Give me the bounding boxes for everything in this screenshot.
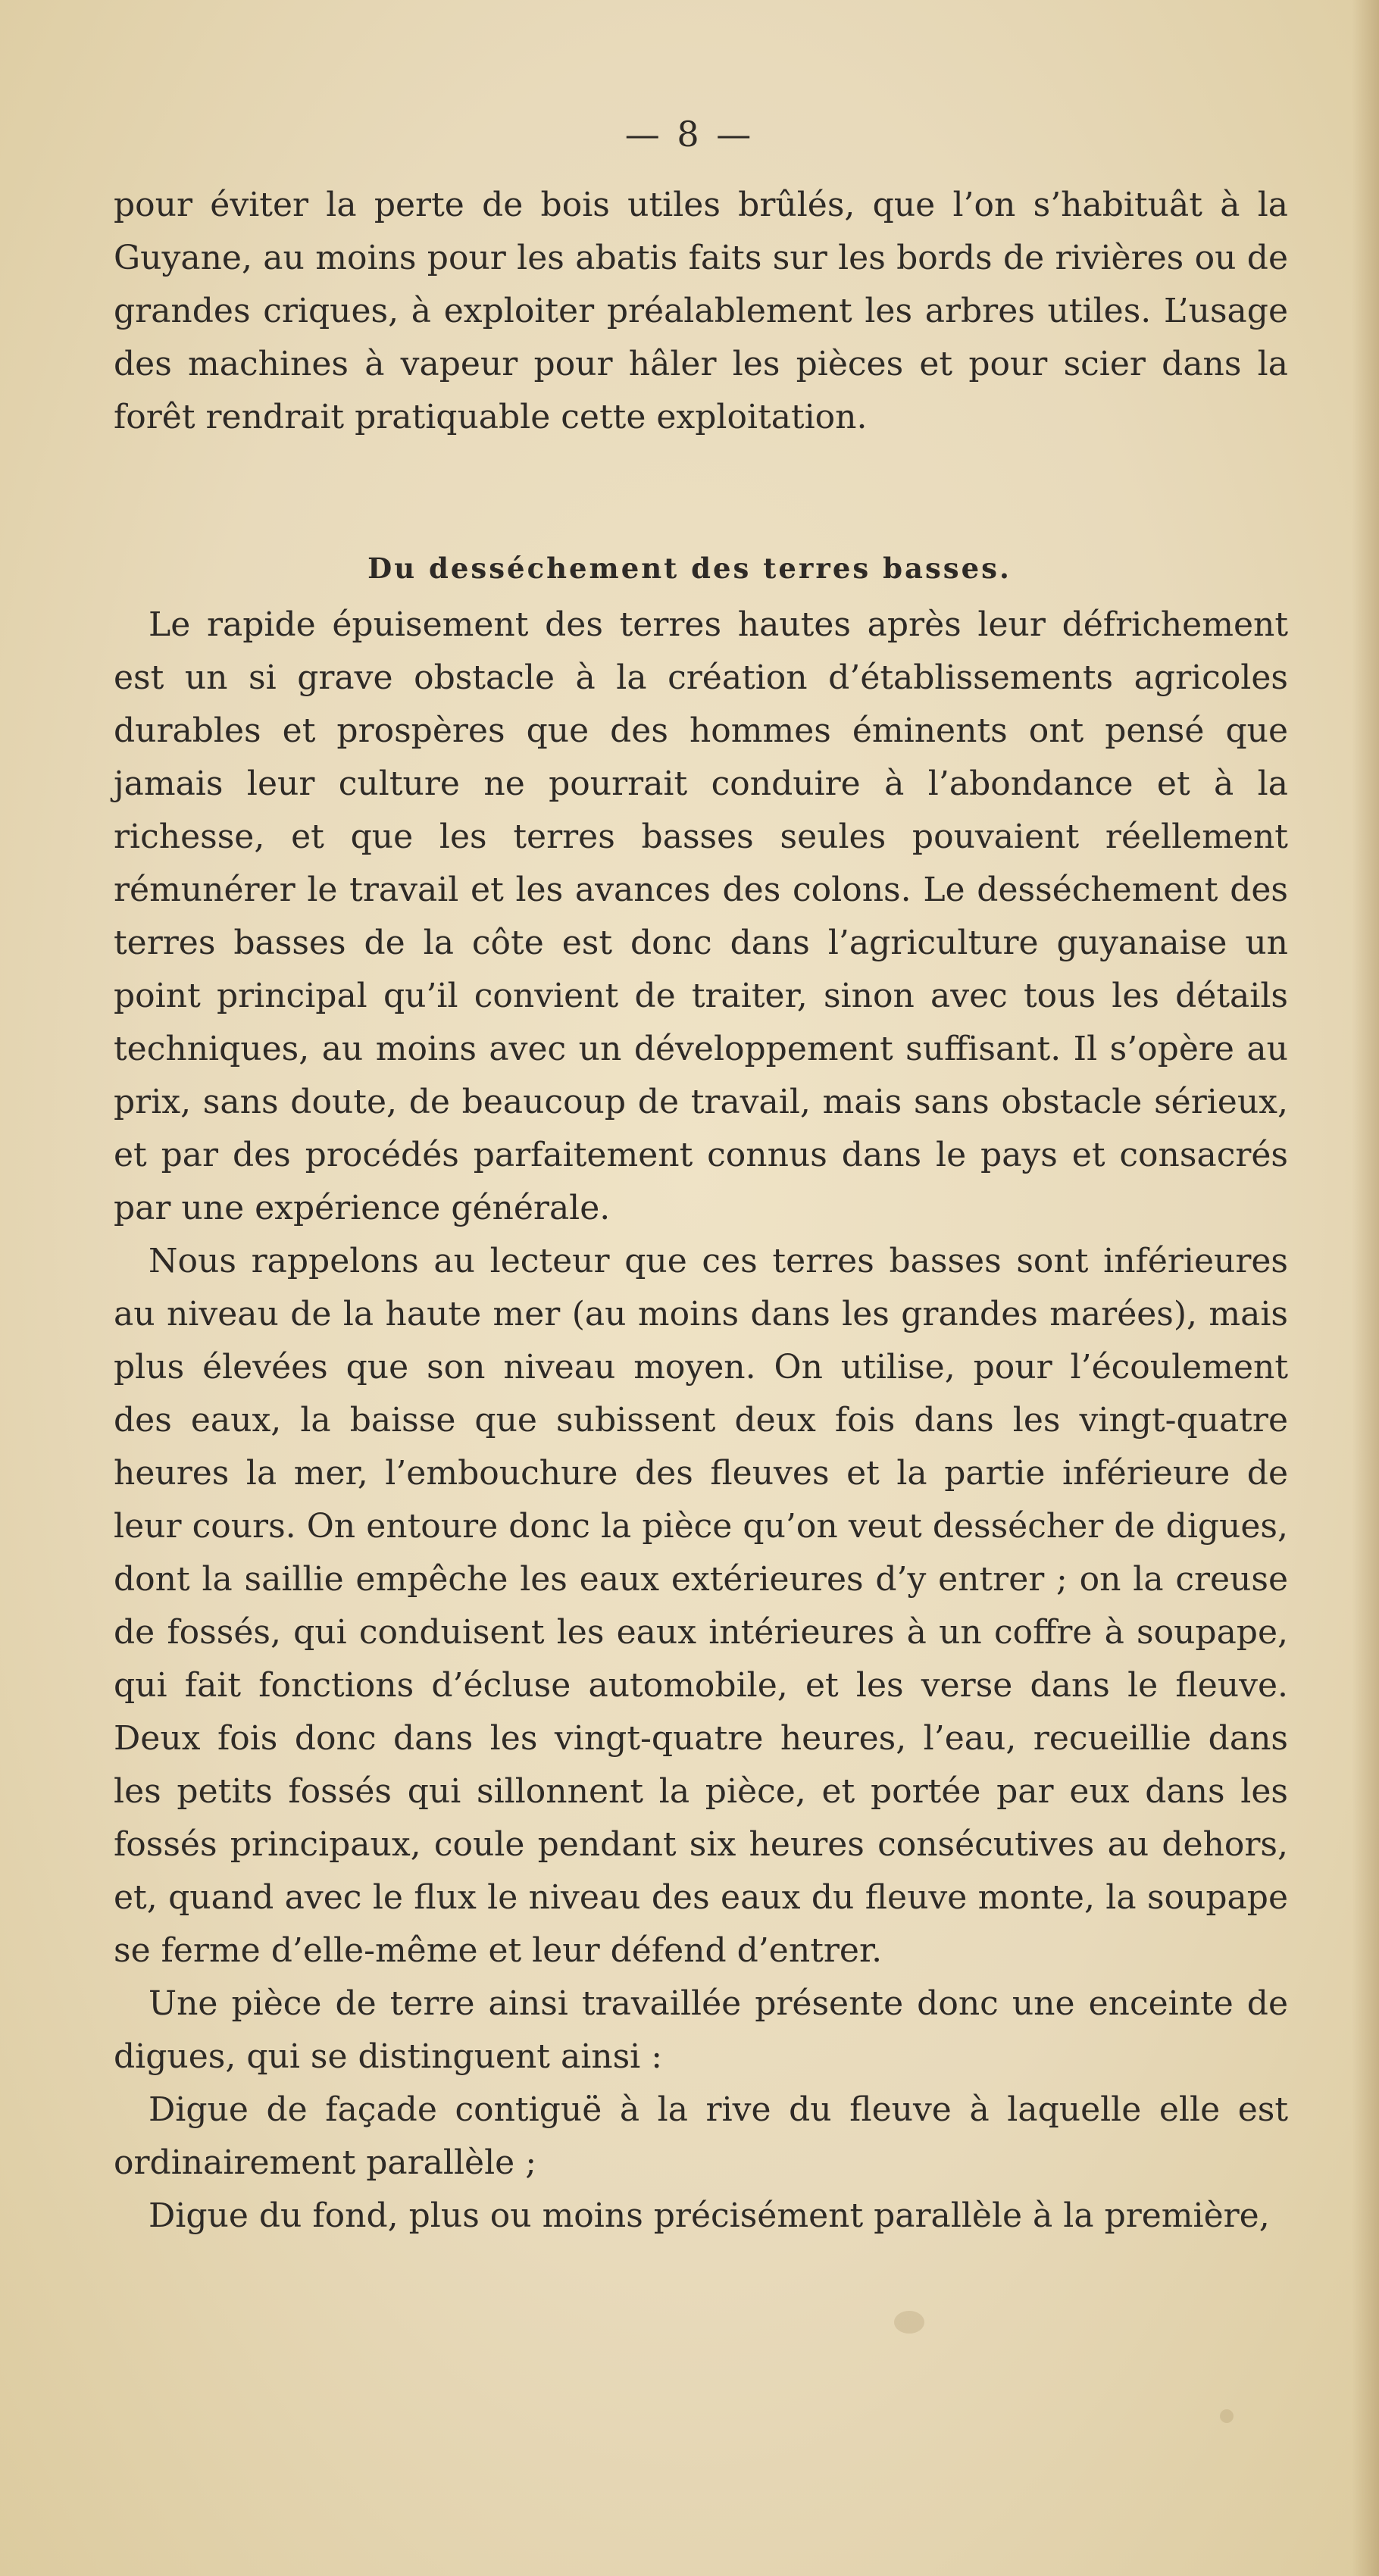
body-paragraph: Digue de façade contiguë à la rive du fleuve à laquelle elle est ordinairement parallèle ; xyxy=(114,2090,1288,2182)
body-paragraph: Une pièce de terre ainsi travaillée présente donc une enceinte de digues, qui se distinguent ainsi : xyxy=(114,1984,1288,2076)
body-text-block xyxy=(114,599,1288,2243)
page-number: — 8 — xyxy=(624,114,755,155)
body-paragraph: Le rapide épuisement des terres hautes après leur défrichement est un si grave obstacle à la création d’établissements agricoles durables et prospères que des hommes éminents ont pensé que jamais leur culture ne pourrait conduire à l’abondance et à la richesse, et que les terres basses seules pouvaient réellement rémunérer le travail et les avances des colons. Le desséchement des terres basses de la côte est donc dans l’agriculture guyanaise un point principal qu’il convient de traiter, sinon avec tous les détails techniques, au moins avec un développement suffisant. Il s’opère au prix, sans doute, de beaucoup de travail, mais sans obstacle sérieux, et par des procédés parfaitement connus dans le pays et consacrés par une expérience générale. xyxy=(114,605,1288,1227)
section-heading: Du desséchement des terres basses. xyxy=(367,552,1012,585)
body-paragraph: Digue du fond, plus ou moins précisément parallèle à la première, xyxy=(149,2196,1270,2235)
paper-stain xyxy=(894,2311,924,2334)
body-paragraph: Nous rappelons au lecteur que ces terres basses sont inférieures au niveau de la haute mer (au moins dans les grandes marées), mais plus élevées que son niveau moyen. On utilise, pour l’écoulement des eaux, la baisse que subissent deux fois dans les vingt-quatre heures la mer, l’embouchure des fleuves et la partie inférieure de leur cours. On entoure donc la pièce qu’on veut dessécher de digues, dont la saillie empêche les eaux extérieures d’y entrer ; on la creuse de fossés, qui conduisent les eaux intérieures à un coffre à soupape, qui fait fonctions d’écluse automobile, et les verse dans le fleuve. Deux fois donc dans les vingt-quatre heures, l’eau, recueillie dans les petits fossés qui sillonnent la pièce, et portée par eux dans les fossés principaux, coule pendant six heures consécutives au dehors, et, quand avec le flux le niveau des eaux du fleuve monte, la soupape se ferme d’elle-même et leur défend d’entrer. xyxy=(114,1242,1288,1970)
intro-text-block xyxy=(114,179,1288,444)
page-edge-shadow xyxy=(1352,0,1379,2576)
intro-paragraph: pour éviter la perte de bois utiles brûlés, que l’on s’habituât à la Guyane, au moins pour les abatis faits sur les bords de rivières ou de grandes criques, à exploiter préalablement les arbres utiles. L’usage des machines à vapeur pour hâler les pièces et pour scier dans la forêt rendrait pratiquable cette exploitation. xyxy=(114,186,1288,436)
paper-stain xyxy=(1220,2409,1234,2423)
